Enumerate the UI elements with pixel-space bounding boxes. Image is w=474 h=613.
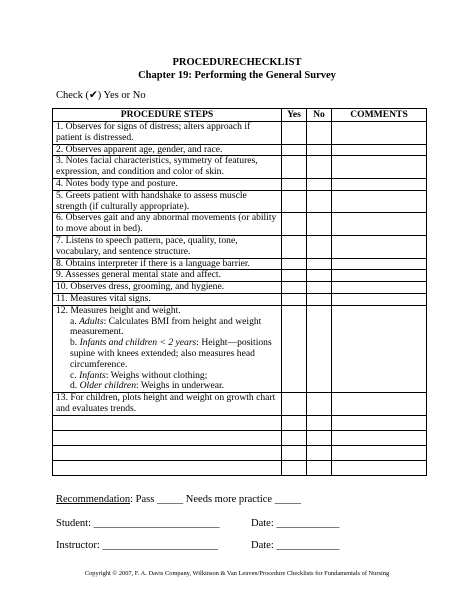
table-row — [53, 144, 427, 156]
copyright-notice: Copyright © 2007, F. A. Davis Company, Wilkinson & Van Leuven/Procedure Checklists for Fundamentals of Nursing — [84, 570, 390, 577]
empty-row — [53, 445, 427, 460]
no-cell[interactable] — [307, 122, 332, 145]
header-procedure-steps: PROCEDURE STEPS — [53, 109, 282, 122]
check-instruction: Check (✔) Yes or No — [56, 90, 146, 101]
no-cell[interactable] — [307, 305, 332, 392]
comments-cell[interactable] — [332, 282, 427, 294]
step-text: 6. Observes gait and any abnormal movements (or ability to move about in bed). — [53, 213, 282, 236]
recommendation-line — [56, 494, 301, 505]
header-yes: Yes — [282, 109, 307, 122]
comments-cell[interactable] — [332, 445, 427, 460]
instructor-date-field[interactable]: Date: ____________ — [251, 540, 340, 551]
procedure-table — [52, 108, 427, 476]
yes-cell[interactable] — [282, 235, 307, 258]
table-row — [53, 156, 427, 179]
empty-row — [53, 415, 427, 430]
no-cell[interactable] — [307, 178, 332, 190]
recommendation-options[interactable]: : Pass _____ Needs more practice _____ — [130, 494, 301, 505]
yes-cell[interactable] — [282, 460, 307, 475]
step-text: 9. Assesses general mental state and affect. — [53, 270, 282, 282]
recommendation-label: Recommendation — [56, 494, 131, 505]
table-row — [53, 305, 427, 392]
step-12-main: 12. Measures height and weight. — [56, 304, 181, 316]
yes-cell[interactable] — [282, 430, 307, 445]
no-cell[interactable] — [307, 156, 332, 179]
step-text: 1. Observes for signs of distress; alters approach if patient is distressed. — [53, 122, 282, 145]
table-row — [53, 258, 427, 270]
yes-cell[interactable] — [282, 258, 307, 270]
blank-step-cell[interactable] — [53, 415, 282, 430]
table-row — [53, 213, 427, 236]
no-cell[interactable] — [307, 293, 332, 305]
comments-cell[interactable] — [332, 122, 427, 145]
comments-cell[interactable] — [332, 258, 427, 270]
empty-row — [53, 430, 427, 445]
step-text: 13. For children, plots height and weight on growth chart and evaluates trends. — [53, 393, 282, 416]
no-cell[interactable] — [307, 190, 332, 213]
table-row — [53, 393, 427, 416]
yes-cell[interactable] — [282, 305, 307, 392]
yes-cell[interactable] — [282, 270, 307, 282]
comments-cell[interactable] — [332, 393, 427, 416]
yes-cell[interactable] — [282, 213, 307, 236]
table-row — [53, 190, 427, 213]
yes-cell[interactable] — [282, 190, 307, 213]
yes-cell[interactable] — [282, 156, 307, 179]
blank-step-cell[interactable] — [53, 460, 282, 475]
empty-row — [53, 460, 427, 475]
comments-cell[interactable] — [332, 156, 427, 179]
comments-cell[interactable] — [332, 178, 427, 190]
table-row — [53, 178, 427, 190]
table-row — [53, 122, 427, 145]
instructor-field[interactable]: Instructor: ______________________ — [56, 540, 218, 551]
table-row — [53, 293, 427, 305]
no-cell[interactable] — [307, 282, 332, 294]
yes-cell[interactable] — [282, 144, 307, 156]
no-cell[interactable] — [307, 258, 332, 270]
yes-cell[interactable] — [282, 393, 307, 416]
step-12c: c. Infants: Weighs without clothing; — [70, 369, 208, 381]
no-cell[interactable] — [307, 213, 332, 236]
yes-cell[interactable] — [282, 282, 307, 294]
step-text: 11. Measures vital signs. — [53, 293, 282, 305]
student-date-field[interactable]: Date: ____________ — [251, 518, 340, 529]
comments-cell[interactable] — [332, 293, 427, 305]
no-cell[interactable] — [307, 144, 332, 156]
step-text: 5. Greets patient with handshake to assess muscle strength (if culturally appropriate). — [53, 190, 282, 213]
blank-step-cell[interactable] — [53, 445, 282, 460]
comments-cell[interactable] — [332, 235, 427, 258]
yes-cell[interactable] — [282, 415, 307, 430]
step-12d: d. Older children: Weighs in underwear. — [70, 380, 225, 392]
no-cell[interactable] — [307, 235, 332, 258]
step-text: 8. Obtains interpreter if there is a language barrier. — [53, 258, 282, 270]
comments-cell[interactable] — [332, 213, 427, 236]
blank-step-cell[interactable] — [53, 430, 282, 445]
step-text: 4. Notes body type and posture. — [53, 178, 282, 190]
table-row — [53, 235, 427, 258]
table-row — [53, 282, 427, 294]
header-no: No — [307, 109, 332, 122]
table-row — [53, 270, 427, 282]
comments-cell[interactable] — [332, 270, 427, 282]
step-12b: b. Infants and children < 2 years: Height—positions supine with knees extended; also measures head circumference. — [70, 337, 272, 370]
comments-cell[interactable] — [332, 460, 427, 475]
page-subtitle: Chapter 19: Performing the General Survey — [138, 70, 336, 81]
step-text: 2. Observes apparent age, gender, and race. — [53, 144, 282, 156]
yes-cell[interactable] — [282, 122, 307, 145]
yes-cell[interactable] — [282, 178, 307, 190]
no-cell[interactable] — [307, 445, 332, 460]
no-cell[interactable] — [307, 460, 332, 475]
comments-cell[interactable] — [332, 430, 427, 445]
no-cell[interactable] — [307, 415, 332, 430]
no-cell[interactable] — [307, 393, 332, 416]
step-text — [53, 305, 282, 392]
step-12a: a. Adults: Calculates BMI from height and weight measurement. — [70, 315, 262, 338]
comments-cell[interactable] — [332, 190, 427, 213]
page-title: PROCEDURECHECKLIST — [172, 57, 302, 68]
comments-cell[interactable] — [332, 305, 427, 392]
no-cell[interactable] — [307, 270, 332, 282]
step-text: 7. Listens to speech pattern, pace, quality, tone, vocabulary, and sentence structure. — [53, 235, 282, 258]
no-cell[interactable] — [307, 430, 332, 445]
header-comments: COMMENTS — [332, 109, 427, 122]
step-text: 10. Observes dress, grooming, and hygiene. — [53, 282, 282, 294]
comments-cell[interactable] — [332, 144, 427, 156]
step-text: 3. Notes facial characteristics, symmetry of features, expression, and condition and color of skin. — [53, 156, 282, 179]
yes-cell[interactable] — [282, 293, 307, 305]
table-header-row — [53, 109, 427, 122]
comments-cell[interactable] — [332, 415, 427, 430]
student-field[interactable]: Student: ________________________ — [56, 518, 220, 529]
yes-cell[interactable] — [282, 445, 307, 460]
